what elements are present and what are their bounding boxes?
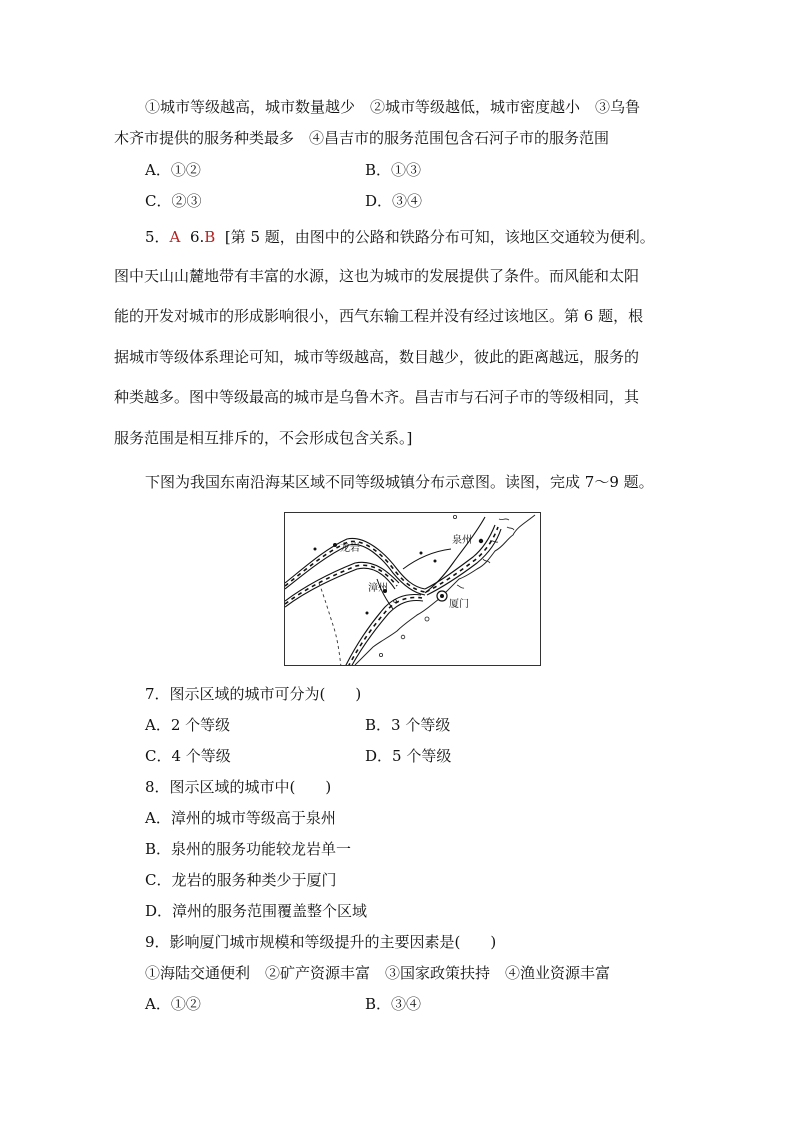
q7-option-a: A．2 个等级 [145, 716, 231, 734]
explanation-line-4: 据城市等级体系理论可知，城市等级越高，数目越少，彼此的距离越远，服务的 [114, 348, 640, 366]
quanzhou-label: 泉州 [452, 535, 472, 546]
q5-answer: A [169, 228, 181, 246]
q6-option-d: D．③④ [365, 192, 423, 210]
city-distribution-map [284, 512, 541, 666]
q8-option-c: C．龙岩的服务种类少于厦门 [145, 871, 337, 889]
longyan-marker [333, 543, 337, 547]
small-town-marker [314, 548, 317, 551]
q6-answer: B [204, 228, 216, 246]
small-town-marker [420, 552, 423, 555]
q6-option-b: B．①③ [365, 161, 422, 179]
q6-option-c: C．②③ [145, 192, 202, 210]
explanation-line-6: 服务范围是相互排斥的，不会形成包含关系。] [114, 429, 413, 447]
q9-statements: ①海陆交通便利 ②矿产资源丰富 ③国家政策扶持 ④渔业资源丰富 [145, 964, 611, 982]
q9-option-a: A．①② [145, 995, 201, 1013]
zhangzhou-label: 漳州 [368, 583, 388, 594]
railway-ticks [285, 527, 498, 666]
quanzhou-marker [479, 539, 483, 543]
q6-statement-line-1: ①城市等级越高，城市数量越少 ②城市等级越低，城市密度越小 ③乌鲁 [145, 98, 641, 116]
q6-option-a: A．①② [145, 161, 201, 179]
map-graphic [285, 513, 541, 666]
xiamen-label: 厦门 [449, 599, 469, 610]
q9-option-b: B．③④ [365, 995, 422, 1013]
q7-option-b: B．3 个等级 [365, 716, 451, 734]
q5-number: 5． [145, 228, 170, 246]
explanation-line-3: 能的开发对城市的形成影响很小，西气东输工程并没有经过该地区。第 6 题，根 [114, 307, 644, 325]
map-intro-text: 下图为我国东南沿海某区域不同等级城镇分布示意图。读图，完成 7～9 题。 [145, 473, 654, 491]
q7-option-d: D．5 个等级 [365, 747, 452, 765]
longyan-label: 龙岩 [340, 543, 360, 554]
answer-line-1 [145, 227, 655, 247]
q6-number: 6. [189, 228, 205, 246]
q6-statement-line-2: 木齐市提供的服务种类最多 ④昌吉市的服务范围包含石河子市的服务范围 [114, 129, 610, 147]
q8-option-b: B．泉州的服务功能较龙岩单一 [145, 840, 352, 858]
q8-stem: 8．图示区域的城市中( ) [145, 778, 332, 796]
explanation-line-1: [第 5 题，由图中的公路和铁路分布可知，该地区交通较为便利。 [224, 228, 655, 246]
q7-option-c: C．4 个等级 [145, 747, 231, 765]
explanation-line-5: 种类越多。图中等级最高的城市是乌鲁木齐。昌吉市与石河子市的等级相同，其 [114, 388, 640, 406]
xiamen-marker-dot [440, 594, 444, 598]
small-town-marker [366, 612, 369, 615]
q8-option-a: A．漳州的城市等级高于泉州 [145, 809, 336, 827]
boundary-line [319, 583, 341, 666]
small-town-marker [434, 560, 437, 563]
q7-stem: 7．图示区域的城市可分为( ) [145, 685, 362, 703]
explanation-line-2: 图中天山山麓地带有丰富的水源，这也为城市的发展提供了条件。而风能和太阳 [114, 267, 640, 285]
q9-stem: 9．影响厦门城市规模和等级提升的主要因素是( ) [145, 933, 497, 951]
coast-islets [457, 519, 514, 588]
q8-option-d: D．漳州的服务范围覆盖整个区域 [145, 902, 368, 920]
